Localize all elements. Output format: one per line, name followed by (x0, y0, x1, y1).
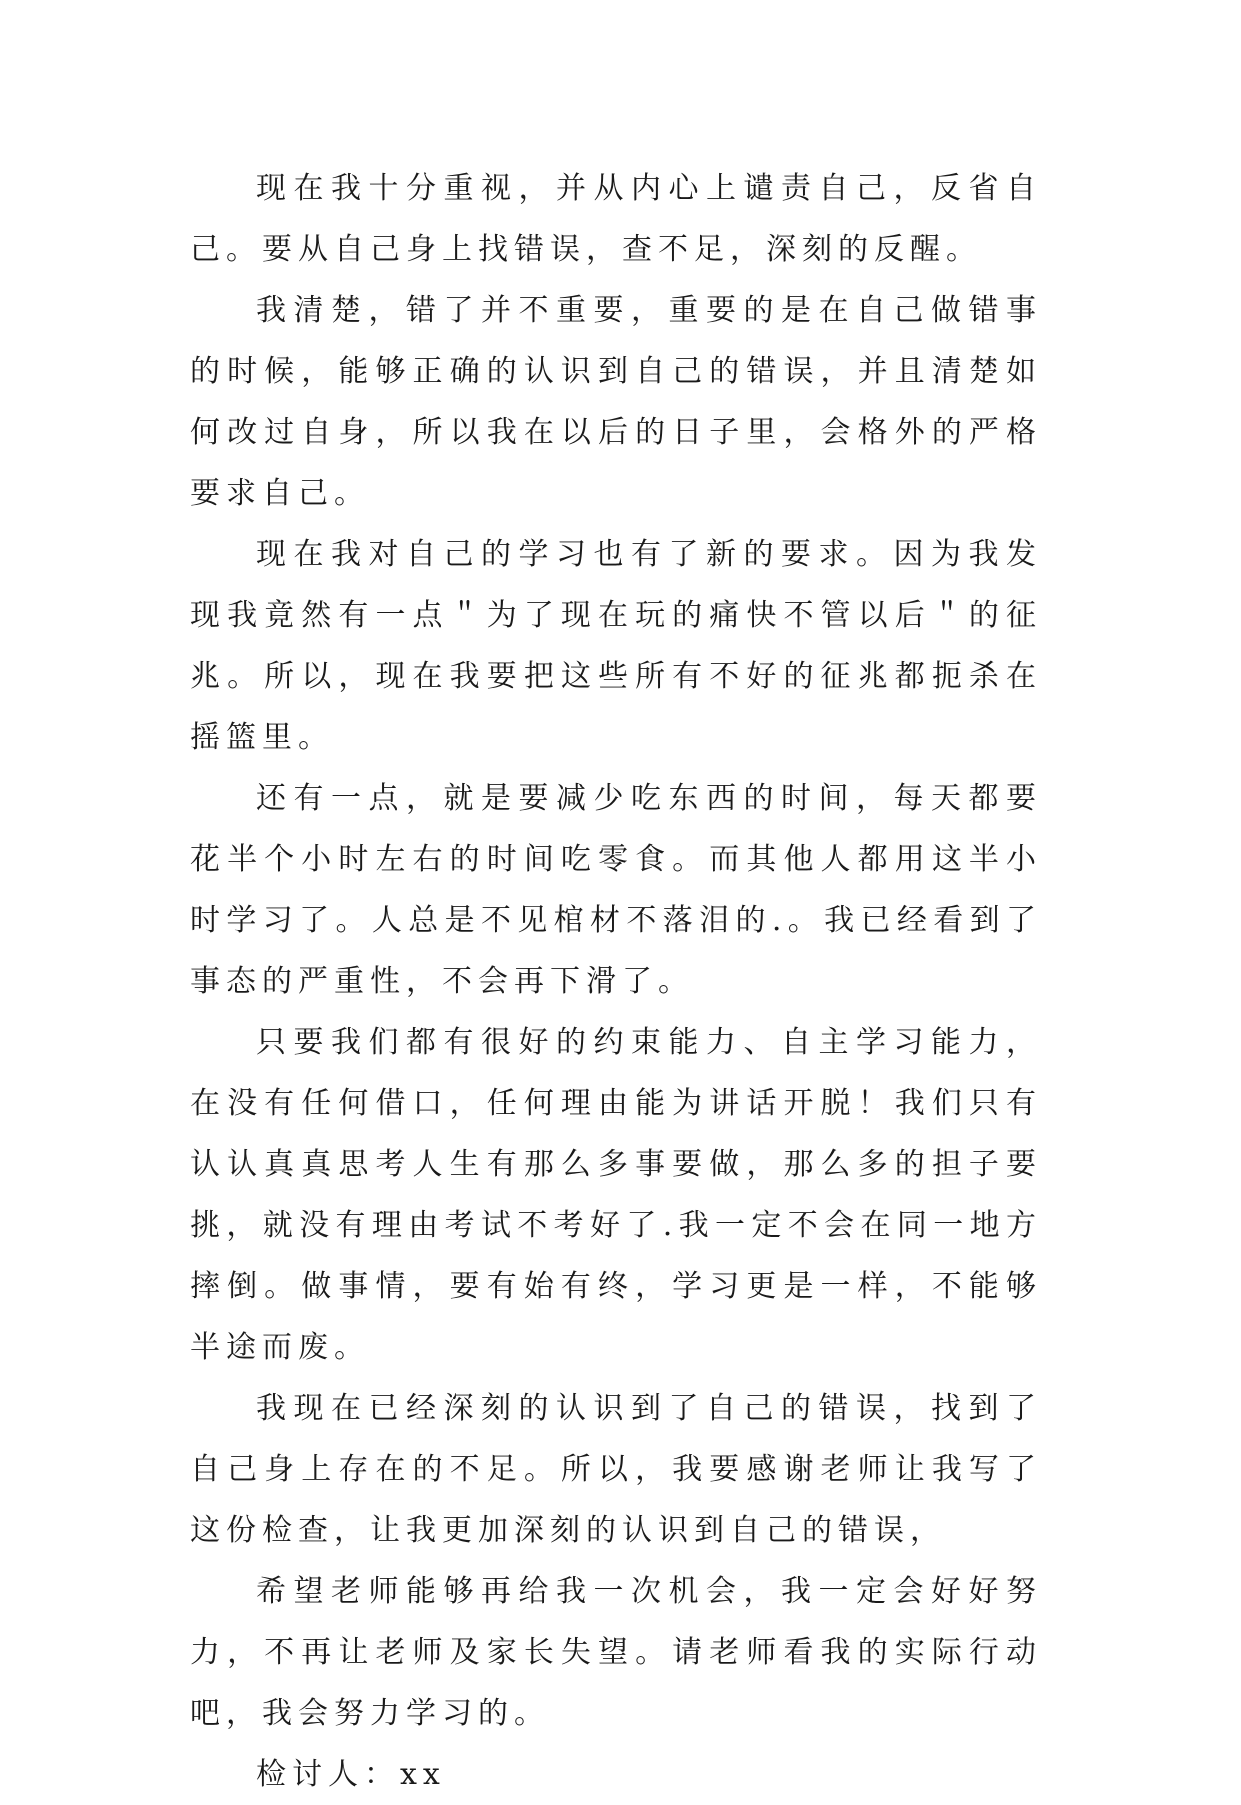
paragraph-3: 现在我对自己的学习也有了新的要求。因为我发现我竟然有一点＂为了现在玩的痛快不管以后＂的征兆。所以，现在我要把这些所有不好的征兆都扼杀在摇篮里。 (190, 537, 1042, 755)
paragraph-1: 现在我十分重视，并从内心上谴责自己，反省自己。要从自己身上找错误，查不足，深刻的反醒。 (190, 171, 1042, 267)
paragraph-4: 还有一点，就是要减少吃东西的时间，每天都要花半个小时左右的时间吃零食。而其他人都用这半小时学习了。人总是不见棺材不落泪的.。我已经看到了事态的严重性，不会再下滑了。 (190, 781, 1042, 999)
signature-line: 检讨人：xx (256, 1757, 446, 1792)
paragraph-7: 希望老师能够再给我一次机会，我一定会好好努力，不再让老师及家长失望。请老师看我的实际行动吧，我会努力学习的。 (190, 1574, 1042, 1731)
paragraph-6: 我现在已经深刻的认识到了自己的错误，找到了自己身上存在的不足。所以，我要感谢老师让我写了这份检查，让我更加深刻的认识到自己的错误， (190, 1391, 1042, 1548)
paragraph-5: 只要我们都有很好的约束能力、自主学习能力，在没有任何借口，任何理由能为讲话开脱！我们只有认认真真思考人生有那么多事要做，那么多的担子要挑，就没有理由考试不考好了.我一定不会在同一地方摔倒。做事情，要有始有终，学习更是一样，不能够半途而废。 (190, 1025, 1042, 1365)
document-body (190, 158, 1042, 1805)
paragraph-2: 我清楚，错了并不重要，重要的是在自己做错事的时候，能够正确的认识到自己的错误，并且清楚如何改过自身，所以我在以后的日子里，会格外的严格要求自己。 (190, 293, 1042, 511)
